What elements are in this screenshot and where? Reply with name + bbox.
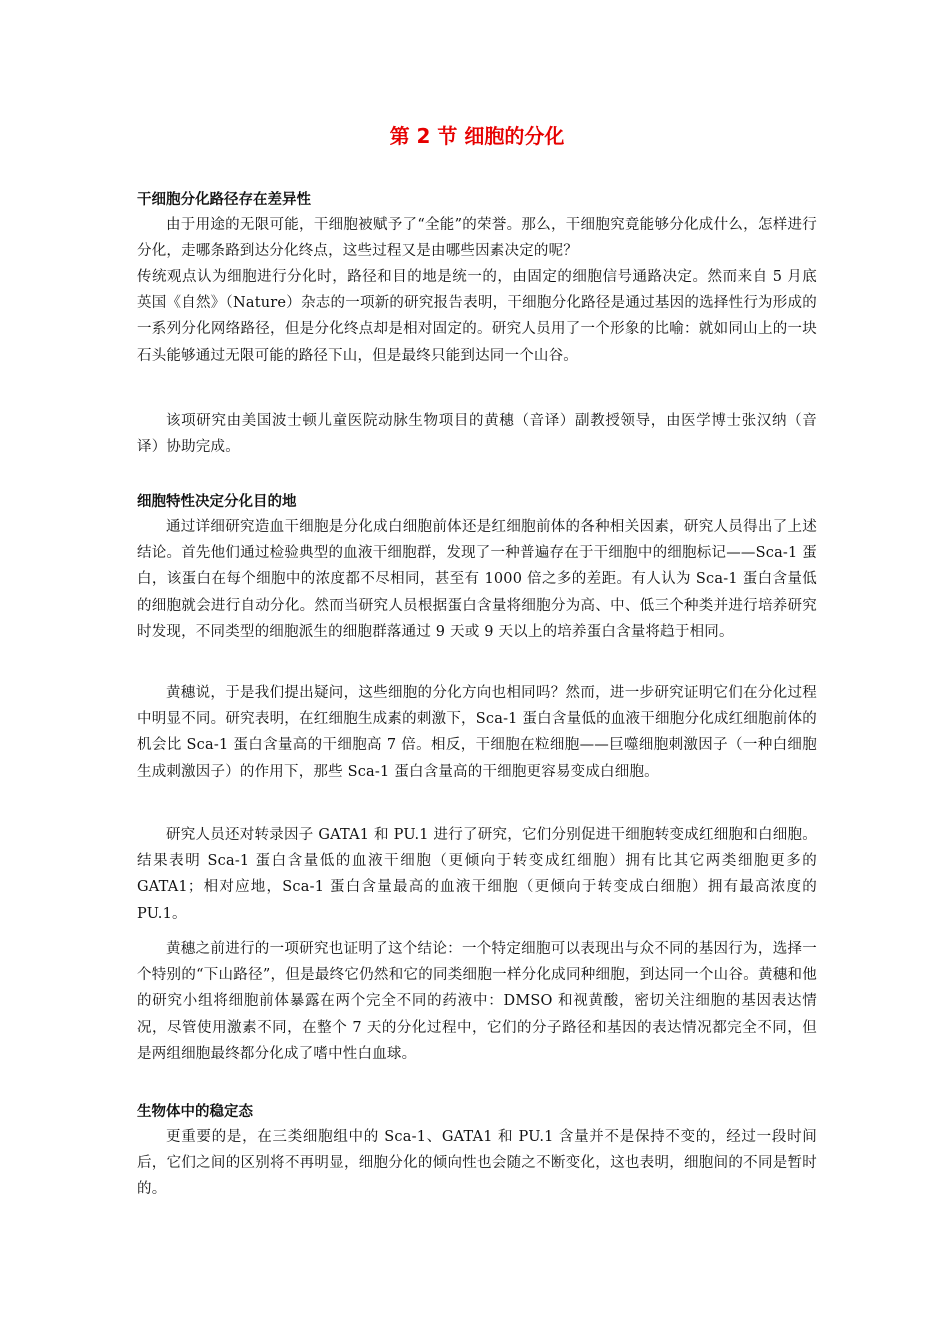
paragraph: 传统观点认为细胞进行分化时，路径和目的地是统一的，由固定的细胞信号通路决定。然而来自 5 月底英国《自然》（Nature）杂志的一项新的研究报告表明，干细胞分化路径是通过基因的选择性行为形成的一系列分化网络路径，但是分化终点却是相对固定的。研究人员用了一个形象的比喻：就如同山上的一块石头能够通过无限可能的路径下山，但是最终只能到达同一个山谷。 [137,269,817,364]
paragraph: 由于用途的无限可能，干细胞被赋予了“全能”的荣誉。那么，干细胞究竟能够分化成什么，怎样进行分化，走哪条路到达分化终点，这些过程又是由哪些因素决定的呢？ [137,217,817,260]
paragraph: 通过详细研究造血干细胞是分化成白细胞前体还是红细胞前体的各种相关因素，研究人员得出了上述结论。首先他们通过检验典型的血液干细胞群，发现了一种普遍存在于干细胞中的细胞标记——Sca-1 蛋白，该蛋白在每个细胞中的浓度都不尽相同，甚至有 1000 倍之多的差距。有人认为 Sca-1 蛋白含量低的细胞就会进行自动分化。然而当研究人员根据蛋白含量将细胞分为高、中、低三个种类并进行培养研究时发现，不同类型的细胞派生的细胞群落通过 9 天或 9 天以上的培养蛋白含量将趋于相同。 [137,519,817,640]
section-heading: 干细胞分化路径存在差异性 [137,192,311,208]
section-heading: 生物体中的稳定态 [137,1104,253,1120]
paragraph: 研究人员还对转录因子 GATA1 和 PU.1 进行了研究，它们分别促进干细胞转变成红细胞和白细胞。结果表明 Sca-1 蛋白含量低的血液干细胞（更倾向于转变成红细胞）拥有比其它两类细胞更多的 GATA1；相对应地，Sca-1 蛋白含量最高的血液干细胞（更倾向于转变成白细胞）拥有最高浓度的 PU.1。 [137,827,817,922]
paragraph: 该项研究由美国波士顿儿童医院动脉生物项目的黄穗（音译）副教授领导，由医学博士张汉纳（音译）协助完成。 [137,413,817,456]
section-heading: 细胞特性决定分化目的地 [137,494,297,510]
paragraph: 黄穗说，于是我们提出疑问，这些细胞的分化方向也相同吗？然而，进一步研究证明它们在分化过程中明显不同。研究表明，在红细胞生成素的刺激下，Sca-1 蛋白含量低的血液干细胞分化成红细胞前体的机会比 Sca-1 蛋白含量高的干细胞高 7 倍。相反，干细胞在粒细胞——巨噬细胞刺激因子（一种白细胞生成刺激因子）的作用下，那些 Sca-1 蛋白含量高的干细胞更容易变成白细胞。 [137,685,817,780]
page-title: 第 2 节 细胞的分化 [389,124,565,148]
paragraph: 黄穗之前进行的一项研究也证明了这个结论：一个特定细胞可以表现出与众不同的基因行为，选择一个特别的“下山路径”，但是最终它仍然和它的同类细胞一样分化成同种细胞，到达同一个山谷。黄穗和他的研究小组将细胞前体暴露在两个完全不同的药液中：DMSO 和视黄酸，密切关注细胞的基因表达情况，尽管使用激素不同，在整个 7 天的分化过程中，它们的分子路径和基因的表达情况都完全不同，但是两组细胞最终都分化成了嗜中性白血球。 [137,941,817,1062]
paragraph: 更重要的是，在三类细胞组中的 Sca-1、GATA1 和 PU.1 含量并不是保持不变的，经过一段时间后，它们之间的区别将不再明显，细胞分化的倾向性也会随之不断变化，这也表明，细胞间的不同是暂时的。 [137,1129,817,1198]
